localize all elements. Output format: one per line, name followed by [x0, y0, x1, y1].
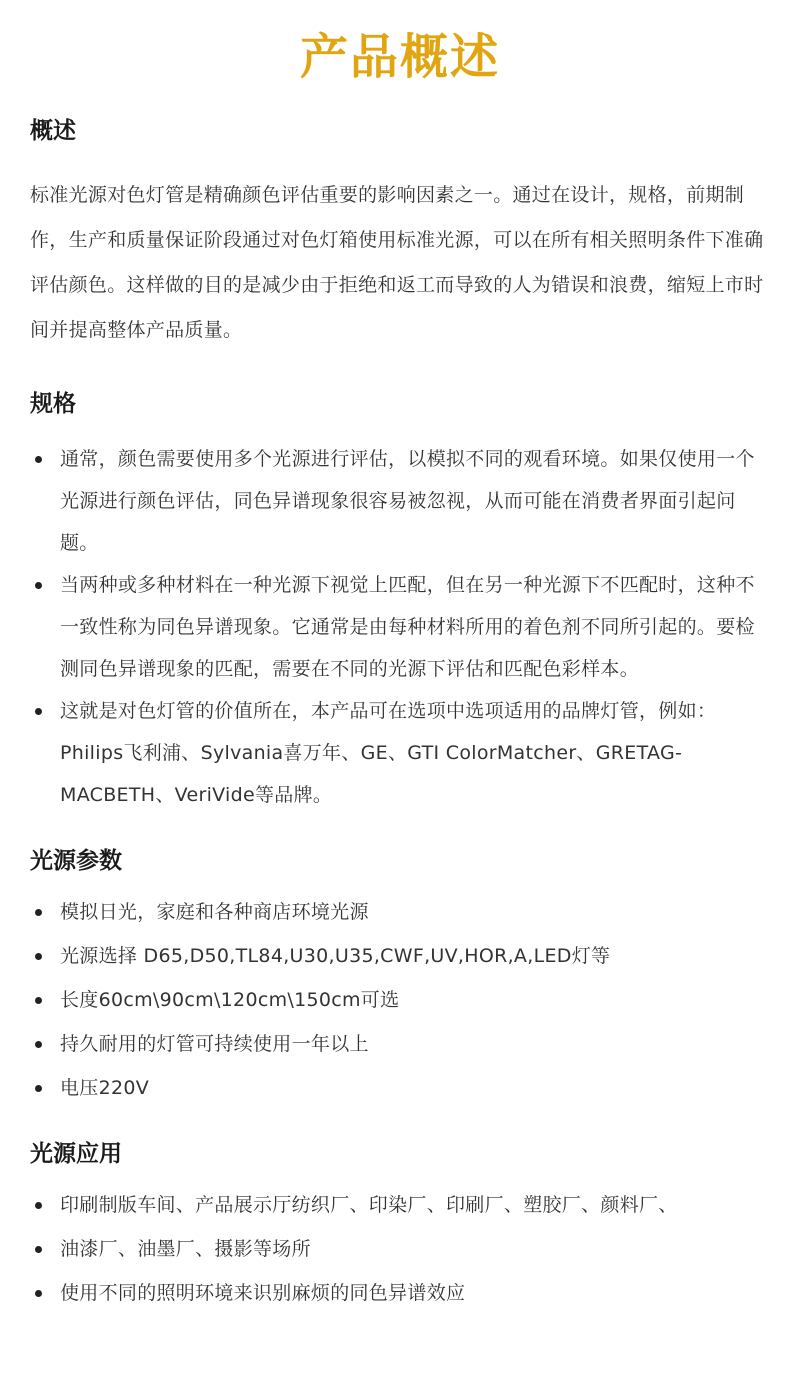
spec-item: 通常，颜色需要使用多个光源进行评估，以模拟不同的观看环境。如果仅使用一个光源进行颜色评估，同色异谱现象很容易被忽视，从而可能在消费者界面引起问题。 — [30, 438, 770, 564]
param-item: 模拟日光，家庭和各种商店环境光源 — [30, 890, 770, 934]
param-item: 持久耐用的灯管可持续使用一年以上 — [30, 1022, 770, 1066]
application-heading: 光源应用 — [30, 1141, 122, 1167]
page-title: 产品概述 — [299, 29, 500, 85]
param-heading: 光源参数 — [30, 848, 122, 874]
application-item: 油漆厂、油墨厂、摄影等场所 — [30, 1227, 770, 1271]
application-list — [30, 1183, 770, 1315]
spec-heading: 规格 — [30, 391, 76, 417]
application-item: 使用不同的照明环境来识别麻烦的同色异谱效应 — [30, 1271, 770, 1315]
intro-section — [30, 116, 770, 353]
spec-item: 当两种或多种材料在一种光源下视觉上匹配，但在另一种光源下不匹配时，这种不一致性称为同色异谱现象。它通常是由每种材料所用的着色剂不同所引起的。要检测同色异谱现象的匹配，需要在不同的光源下评估和匹配色彩样本。 — [30, 564, 770, 690]
spec-list — [30, 438, 770, 816]
param-item: 光源选择 D65,D50,TL84,U30,U35,CWF,UV,HOR,A,LED灯等 — [30, 934, 770, 978]
application-section — [30, 1139, 770, 1315]
application-item: 印刷制版车间、产品展示厅纺织厂、印染厂、印刷厂、塑胶厂、颜料厂、 — [30, 1183, 770, 1227]
param-item: 长度60cm\90cm\120cm\150cm可选 — [30, 978, 770, 1022]
spec-section — [30, 389, 770, 816]
param-list — [30, 890, 770, 1110]
param-item: 电压220V — [30, 1066, 770, 1110]
intro-heading: 概述 — [30, 118, 76, 144]
param-section — [30, 846, 770, 1110]
spec-item: 这就是对色灯管的价值所在，本产品可在选项中选项适用的品牌灯管，例如：Philips飞利浦、Sylvania喜万年、GE、GTI ColorMatcher、GRETAG-MACBETH、VeriVide等品牌。 — [30, 690, 770, 816]
intro-paragraph: 标准光源对色灯管是精确颜色评估重要的影响因素之一。通过在设计，规格，前期制作，生产和质量保证阶段通过对色灯箱使用标准光源，可以在所有相关照明条件下准确评估颜色。这样做的目的是减少由于拒绝和返工而导致的人为错误和浪费，缩短上市时间并提高整体产品质量。 — [30, 184, 764, 341]
